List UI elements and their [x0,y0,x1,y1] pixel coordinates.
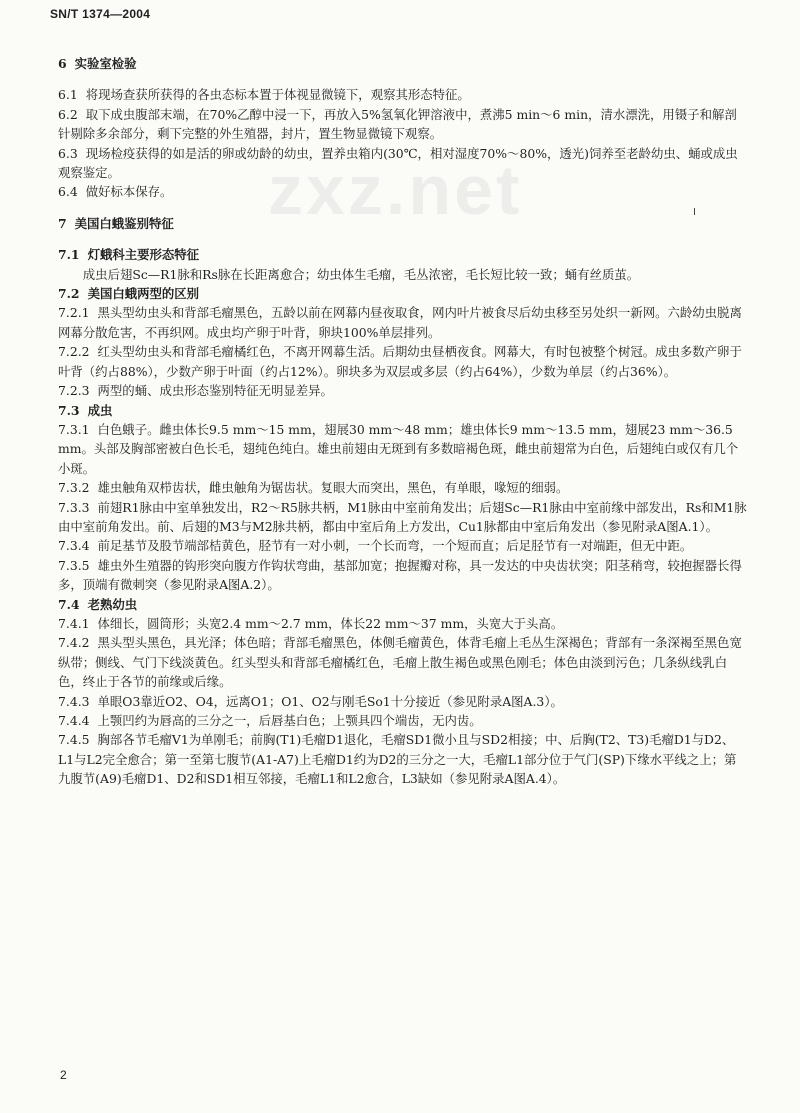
section-6-heading: 6 实验室检验 [58,56,137,71]
clause-7-3-4: 7.3.4 前足基节及股节端部桔黄色，胫节有一对小刺，一个长而弯，一个短而直；后足胫节有一对端距，但无中距。 [58,538,693,554]
clause-7-4-heading: 7.4 老熟幼虫 [58,596,138,612]
clause-7-3-heading: 7.3 成虫 [58,402,113,418]
clause-7-4-2: 7.4.2 黑头型头黑色，具光泽；体色暗；背部毛瘤黑色，体侧毛瘤黄色，体背毛瘤上毛丛生深褐色；背部有一条深褐至黑色宽纵带；侧线、气门下线淡黄色。红头型头和背部毛瘤橘红色，毛瘤上散生褐色或黑色刚毛；体色由淡到污色；几条纵线乳白色，终止于各节的前缘或后缘。 [58,635,742,690]
clause-7-3-1: 7.3.1 白色蛾子。雌虫体长9.5 mm～15 mm，翅展30 mm～48 mm；雄虫体长9 mm～13.5 mm，翅展23 mm～36.5 mm。头部及胸部密被白色长毛，翅纯色纯白。雄虫前翅由无斑到有多数暗褐色斑，雌虫前翅常为白色，后翅纯白或仅有几个小斑。 [58,421,739,476]
document-body [58,54,748,789]
watermark: zxz.net [268,151,523,229]
clause-6-1: 6.1 将现场查获所获得的各虫态标本置于体视显微镜下，观察其形态特征。 [58,87,470,103]
clause-7-3-3: 7.3.3 前翅R1脉由中室单独发出，R2～R5脉共柄，M1脉由中室前角发出；后翅Sc—R1脉由中室前缘中部发出，Rs和M1脉由中室前角发出。前、后翅的M3与M2脉共柄，都由中室后角上方发出，Cu1脉都由中室后角发出（参见附录A图A.1）。 [58,499,747,534]
clause-7-3-2: 7.3.2 雄虫触角双栉齿状，雌虫触角为锯齿状。复眼大而突出，黑色，有单眼，喙短的细弱。 [58,480,569,496]
clause-7-2-1: 7.2.1 黑头型幼虫头和背部毛瘤黑色，五龄以前在网幕内昼夜取食，网内叶片被食尽后幼虫移至另处织一新网。六龄幼虫脱离网幕分散危害，不再织网。成虫均产卵于叶背，卵块100%单层排列。 [58,305,742,340]
clause-7-1-heading: 7.1 灯蛾科主要形态特征 [58,247,200,263]
clause-7-3-5: 7.3.5 雄虫外生殖器的钩形突向腹方作钩状弯曲，基部加宽；抱握瓣对称，具一发达的中央齿状突；阳茎稍弯，较抱握器长得多，顶端有微刺突（参见附录A图A.2）。 [58,557,742,593]
clause-6-4: 6.4 做好标本保存。 [58,184,173,200]
clause-7-4-5: 7.4.5 胸部各节毛瘤V1为单刚毛；前胸(T1)毛瘤D1退化，毛瘤SD1微小且与SD2相接；中、后胸(T2、T3)毛瘤D1与D2、L1与L2完全愈合；第一至第七腹节(A1-A7)上毛瘤D1约为D2的三分之一大，毛瘤L1部分位于气门(SP)下缘水平线之上；第九腹节(A9)毛瘤D1、D2和SD1相互邻接，毛瘤L1和L2愈合，L3缺如（参见附录A图A.4）。 [58,732,737,787]
clause-7-1-text: 成虫后翅Sc—R1脉和Rs脉在长距离愈合；幼虫体生毛瘤，毛丛浓密，毛长短比较一致；蛹有丝质茧。 [82,266,640,282]
clause-7-2-2: 7.2.2 红头型幼虫头和背部毛瘤橘红色，不离开网幕生活。后期幼虫昼栖夜食。网幕大，有时包被整个树冠。成虫多数产卵于叶背（约占88%），少数产卵于叶面（约占12%）。卵块多为双层或多层（约占64%），少数为单层（约占36%）。 [58,344,742,379]
standard-code-header: SN/T 1374—2004 [50,7,151,21]
page-number: 2 [60,1068,67,1082]
clause-6-3: 6.3 现场检疫获得的如是活的卵或幼龄的幼虫，置养虫箱内(30℃，相对湿度70%～80%，透光)饲养至老龄幼虫、蛹或成虫观察鉴定。 [58,145,738,181]
clause-6-2: 6.2 取下成虫腹部末端，在70%乙醇中浸一下，再放入5%氢氧化钾溶液中，煮沸5 min～6 min，清水漂洗，用镊子和解剖针剔除多余部分，剩下完整的外生殖器，封片，置生物显微镜下观察。 [58,106,737,142]
section-7-heading: 7 美国白蛾鉴别特征 [58,215,174,231]
clause-7-2-heading: 7.2 美国白蛾两型的区别 [58,286,200,302]
clause-7-4-3: 7.4.3 单眼O3靠近O2、O4，远离O1；O1、O2与刚毛So1十分接近（参见附录A图A.3）。 [58,693,563,709]
clause-7-4-1: 7.4.1 体细长，圆筒形；头宽2.4 mm～2.7 mm，体长22 mm～37 mm，头宽大于头高。 [58,615,564,631]
clause-7-4-4: 7.4.4 上颚凹约为唇高的三分之一，后唇基白色；上颚具四个端齿，无内齿。 [58,713,482,728]
clause-7-2-3: 7.2.3 两型的蛹、成虫形态鉴别特征无明显差异。 [58,383,333,399]
